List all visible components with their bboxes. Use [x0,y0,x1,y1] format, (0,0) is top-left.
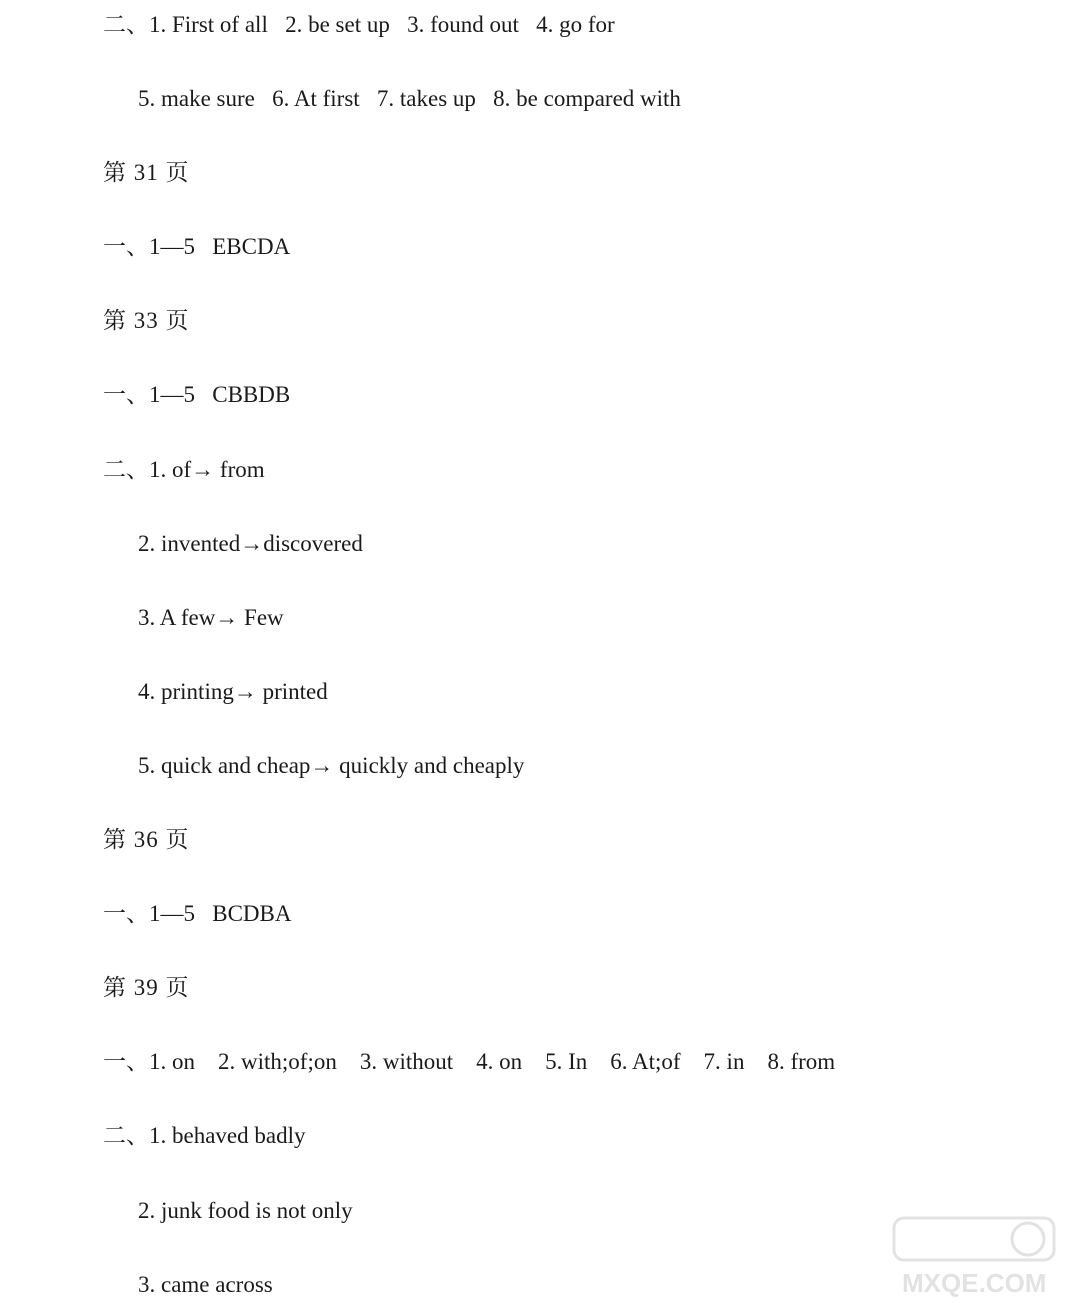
answer-line-10: 一、1—5 BCDBA [103,901,292,926]
answer-line-1: 二、1. First of all 2. be set up 3. found out 4. go for [103,12,615,37]
page-heading-36: 第 36 页 [103,827,190,852]
answer-line-8: 4. printing→ printed [138,679,328,704]
answer-line-6: 2. invented→discovered [138,531,363,556]
answer-line-13: 2. junk food is not only [138,1198,353,1223]
page-heading-39: 第 39 页 [103,975,190,1000]
answer-line-3: 一、1—5 EBCDA [103,234,291,259]
answer-line-9: 5. quick and cheap→ quickly and cheaply [138,753,525,778]
page-heading-31: 第 31 页 [103,160,190,185]
answer-line-4: 一、1—5 CBBDB [103,382,291,407]
answer-line-2: 5. make sure 6. At first 7. takes up 8. be compared with [138,86,681,111]
watermark-text: MXQE.COM [902,1268,1047,1298]
watermark-logo [888,1214,1068,1300]
answer-line-7: 3. A few→ Few [138,605,284,630]
answer-line-5: 二、1. of→ from [103,457,265,482]
page-heading-33: 第 33 页 [103,308,190,333]
answer-line-11: 一、1. on 2. with;of;on 3. without 4. on 5. In 6. At;of 7. in 8. from [103,1049,836,1074]
answer-line-12: 二、1. behaved badly [103,1123,306,1148]
answer-line-14: 3. came across [138,1272,273,1297]
